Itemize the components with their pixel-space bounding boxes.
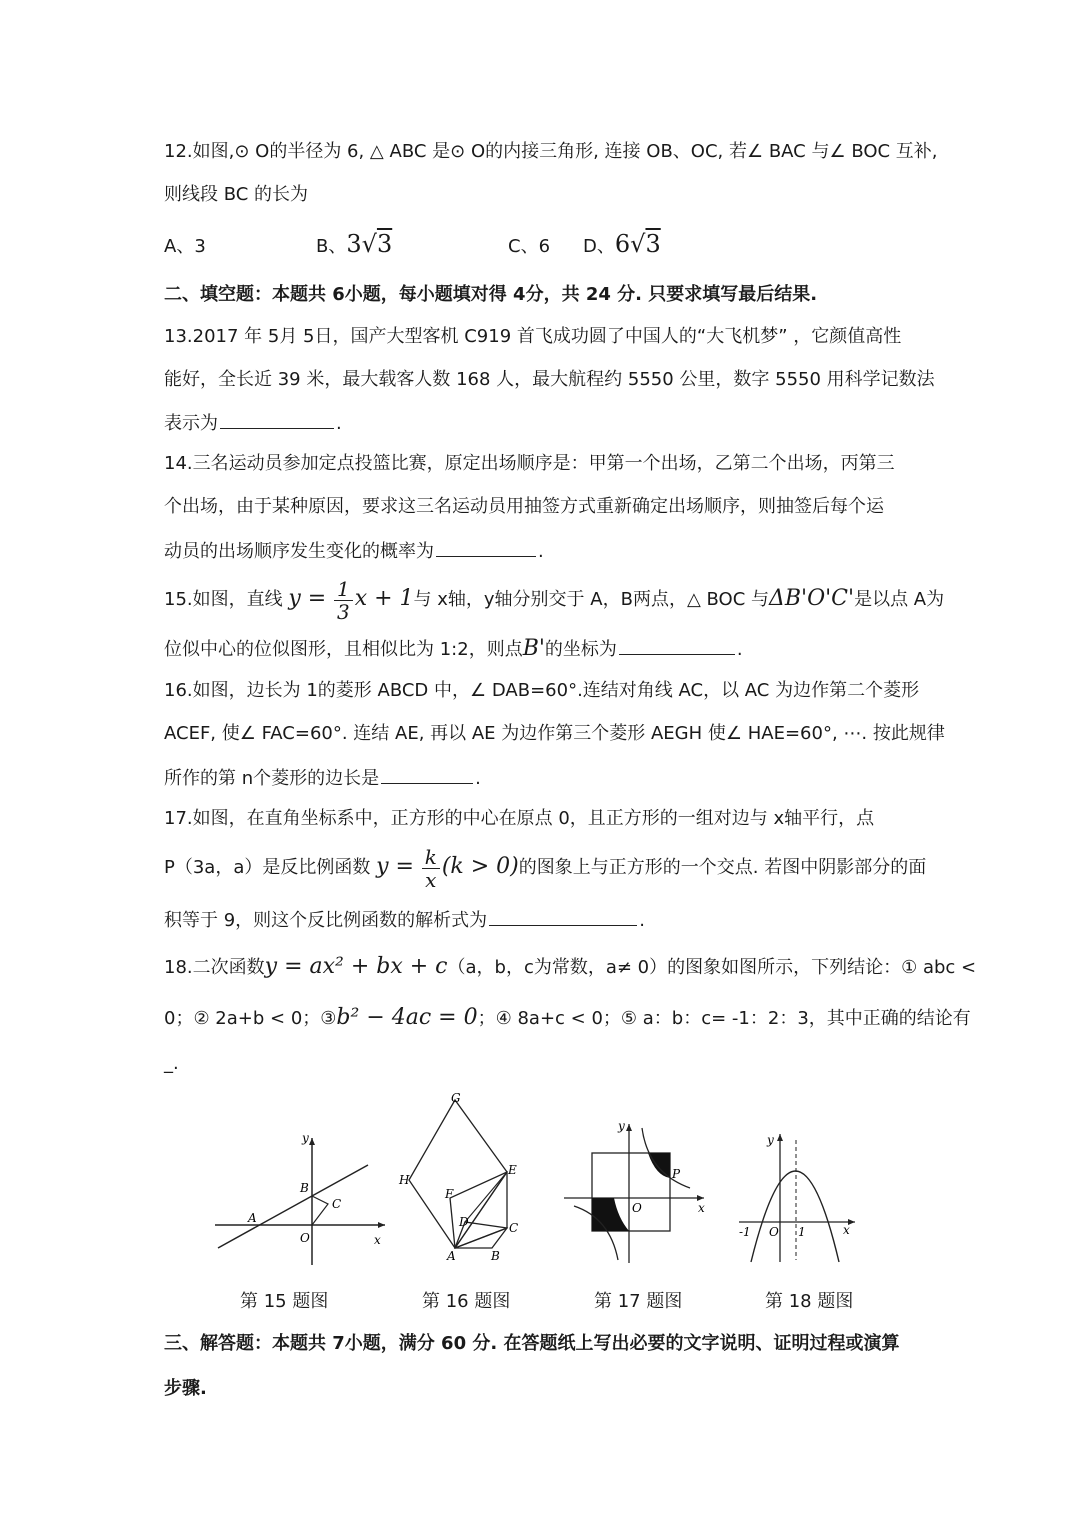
fig15-label-c: C <box>332 1197 342 1211</box>
fig15-label-b: B <box>300 1181 309 1195</box>
fig15-label-y: y <box>302 1131 309 1145</box>
q12-line1: 12.如图,⊙ O的半径为 6, △ ABC 是⊙ O的内接三角形, 连接 OB、OC, 若∠ BAC 与∠ BOC 互补, <box>164 141 938 162</box>
fig18-label-o: O <box>769 1225 779 1239</box>
fig15-label-x: x <box>374 1233 381 1247</box>
fig18-parabola <box>751 1171 839 1262</box>
fig16-label-f: F <box>445 1187 454 1201</box>
figure-18 <box>735 1130 860 1270</box>
q15-fraction: $\frac{1}{3}$ <box>334 578 353 623</box>
fig18-label-1: 1 <box>798 1225 806 1239</box>
q14-line3: 动员的出场顺序发生变化的概率为 . <box>164 538 544 564</box>
fig18-label-neg1: -1 <box>739 1225 751 1239</box>
q13-answer-blank <box>220 410 334 429</box>
q17-line2: P（3a，a）是反比例函数 y = $\frac{k}{x}$ (k > 0)的图象上与正方形的一个交点. 若图中阴影部分的面 <box>164 844 927 892</box>
fig17-label-o: O <box>632 1201 642 1215</box>
fig15-triangle <box>312 1196 328 1225</box>
fig17-label-p: P <box>672 1167 681 1181</box>
q15-line2: 位似中心的位似图形，且相似比为 1:2，则点B'的坐标为 . <box>164 636 743 661</box>
figure-17 <box>560 1118 710 1268</box>
q16-answer-blank <box>381 765 473 784</box>
fig15-label-o: O <box>300 1231 310 1245</box>
q12-option-d: D、6√3 <box>583 230 661 258</box>
q12-option-c: C、6 <box>508 236 551 257</box>
q15-line1: 15.如图，直线 y = $\frac{1}{3}$ x + 1与 x轴，y轴分别交于 A，B两点，△ BOC 与ΔB'O'C'是以点 A为 <box>164 576 945 624</box>
fig16-label-b: B <box>491 1249 500 1263</box>
fig16-label-g: G <box>451 1091 461 1105</box>
q14-answer-blank <box>436 538 536 557</box>
fig16-label-e: E <box>508 1163 517 1177</box>
q12-option-a: A、3 <box>164 236 206 257</box>
q16-line2: ACEF, 使∠ FAC=60°. 连结 AE, 再以 AE 为边作第三个菱形 AEGH 使∠ HAE=60°, ⋯. 按此规律 <box>164 723 945 744</box>
q17-line1: 17.如图，在直角坐标系中，正方形的中心在原点 0，且正方形的一组对边与 x轴平行，点 <box>164 808 875 829</box>
caption-fig17: 第 17 题图 <box>594 1291 683 1312</box>
q14-line2: 个出场，由于某种原因，要求这三名运动员用抽签方式重新确定出场顺序，则抽签后每个运 <box>164 496 884 517</box>
section3-line2: 步骤. <box>164 1378 207 1399</box>
caption-fig15: 第 15 题图 <box>240 1291 329 1312</box>
caption-fig16: 第 16 题图 <box>422 1291 511 1312</box>
q13-line3: 表示为 . <box>164 410 342 436</box>
q18-line3: _. <box>164 1053 179 1074</box>
figure-15 <box>210 1130 390 1270</box>
q13-line1: 13.2017 年 5月 5日，国产大型客机 C919 首飞成功圆了中国人的“大飞机梦” ，它颜值高性 <box>164 326 902 347</box>
fig18-label-y: y <box>767 1133 774 1147</box>
q17-answer-blank <box>489 907 637 926</box>
fig18-label-x: x <box>843 1223 850 1237</box>
q16-line3: 所作的第 n个菱形的边长是 . <box>164 765 481 791</box>
q17-line3: 积等于 9，则这个反比例函数的解析式为 . <box>164 907 645 933</box>
fig17-shaded-lower <box>592 1198 629 1231</box>
fig17-label-x: x <box>698 1201 705 1215</box>
q14-line1: 14.三名运动员参加定点投篮比赛，原定出场顺序是：甲第一个出场，乙第二个出场，丙第三 <box>164 453 895 474</box>
section2-heading: 二、填空题：本题共 6小题，每小题填对得 4分，共 24 分. 只要求填写最后结果. <box>164 284 818 305</box>
fig16-label-d: D <box>459 1215 469 1229</box>
q12-line2: 则线段 BC 的长为 <box>164 184 309 205</box>
q18-line1: 18.二次函数y = ax² + bx + c（a，b，c为常数，a≠ 0）的图象如图所示，下列结论：① abc < <box>164 954 977 979</box>
q15-answer-blank <box>619 636 735 655</box>
fig15-line <box>218 1165 368 1248</box>
q16-line1: 16.如图，边长为 1的菱形 ABCD 中，∠ DAB=60°.连结对角线 AC，以 AC 为边作第二个菱形 <box>164 680 920 701</box>
q17-fraction: $\frac{k}{x}$ <box>422 846 440 891</box>
fig15-label-a: A <box>248 1211 257 1225</box>
section3-line1: 三、解答题：本题共 7小题，满分 60 分. 在答题纸上写出必要的文字说明、证明过程或演算 <box>164 1333 900 1354</box>
fig17-label-y: y <box>618 1119 625 1133</box>
fig16-label-a: A <box>447 1249 456 1263</box>
figure-16 <box>395 1090 530 1265</box>
caption-fig18: 第 18 题图 <box>765 1291 854 1312</box>
q13-line2: 能好，全长近 39 米，最大载客人数 168 人，最大航程约 5550 公里，数字 5550 用科学记数法 <box>164 369 935 390</box>
q18-line2: 0；② 2a+b < 0；③b² − 4ac = 0；④ 8a+c < 0；⑤ a：b：c= -1：2：3，其中正确的结论有 <box>164 1005 971 1030</box>
fig16-label-h: H <box>399 1173 410 1187</box>
fig16-label-c: C <box>509 1221 519 1235</box>
q12-option-b: B、3√3 <box>316 230 393 258</box>
